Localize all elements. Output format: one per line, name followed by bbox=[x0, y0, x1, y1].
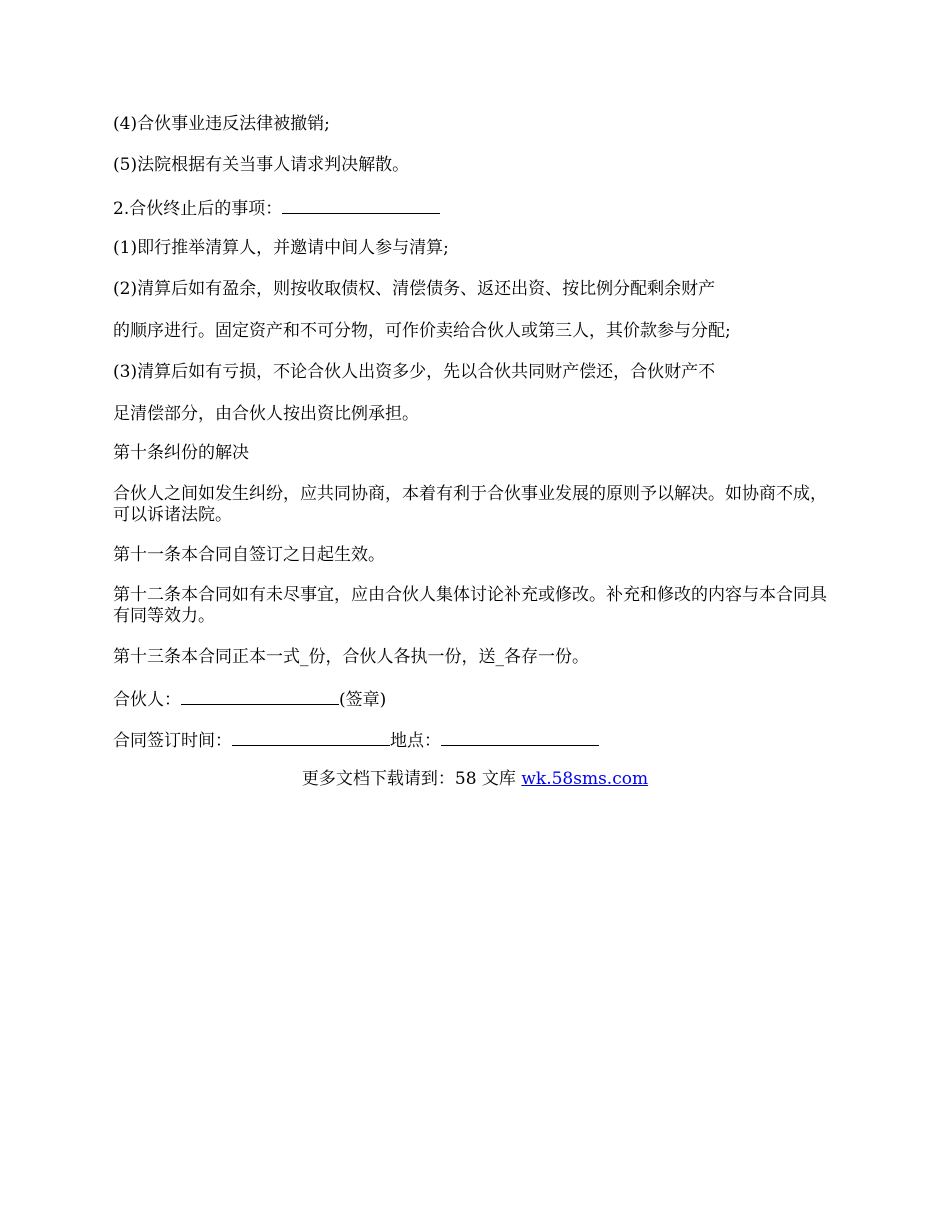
sub-item-1: (1)即行推举清算人，并邀请中间人参与清算; bbox=[113, 238, 449, 258]
partner-signature-line bbox=[113, 688, 843, 711]
sign-time-label: 合同签订时间： bbox=[113, 731, 232, 751]
place-label: 地点： bbox=[390, 731, 441, 751]
footer-link[interactable]: wk.58sms.com bbox=[521, 769, 649, 789]
sub-item-3-line-2: 足清偿部分，由合伙人按出资比例承担。 bbox=[113, 404, 419, 424]
article-13: 第十三条本合同正本一式_份，合伙人各执一份，送_各存一份。 bbox=[113, 647, 589, 667]
sign-time-blank bbox=[232, 729, 390, 746]
article-10-title: 第十条纠份的解决 bbox=[113, 443, 249, 463]
sub-item-2-line-2: 的顺序进行。固定资产和不可分物，可作价卖给合伙人或第三人，其价款参与分配; bbox=[113, 321, 731, 341]
footer-text: 更多文档下载请到：58 文库 bbox=[301, 769, 522, 789]
partner-signature-blank bbox=[181, 688, 339, 705]
section-2-heading-text: 2.合伙终止后的事项： bbox=[113, 199, 283, 219]
sub-item-2-line-1: (2)清算后如有盈余，则按收取债权、清偿债务、返还出资、按比例分配剩余财产 bbox=[113, 279, 716, 299]
partner-seal-note: (签章) bbox=[339, 690, 387, 710]
clause-item-4: (4)合伙事业违反法律被撤销; bbox=[113, 114, 330, 134]
article-10-body: 合伙人之间如发生纠纷，应共同协商，本着有利于合伙事业发展的原则予以解决。如协商不成，可以诉诸法院。 bbox=[113, 484, 827, 525]
clause-item-5: (5)法院根据有关当事人请求判决解散。 bbox=[113, 155, 410, 175]
partner-label: 合伙人： bbox=[113, 690, 181, 710]
place-blank bbox=[441, 729, 599, 746]
article-12: 第十二条本合同如有未尽事宜，应由合伙人集体讨论补充或修改。补充和修改的内容与本合同具有同等效力。 bbox=[113, 585, 827, 626]
section-2-heading bbox=[113, 197, 843, 220]
article-11: 第十一条本合同自签订之日起生效。 bbox=[113, 545, 385, 565]
download-footer bbox=[0, 769, 950, 790]
signing-details-line bbox=[113, 729, 843, 752]
sub-item-3-line-1: (3)清算后如有亏损，不论合伙人出资多少，先以合伙共同财产偿还，合伙财产不 bbox=[113, 362, 716, 382]
section-2-blank-line bbox=[282, 197, 440, 214]
